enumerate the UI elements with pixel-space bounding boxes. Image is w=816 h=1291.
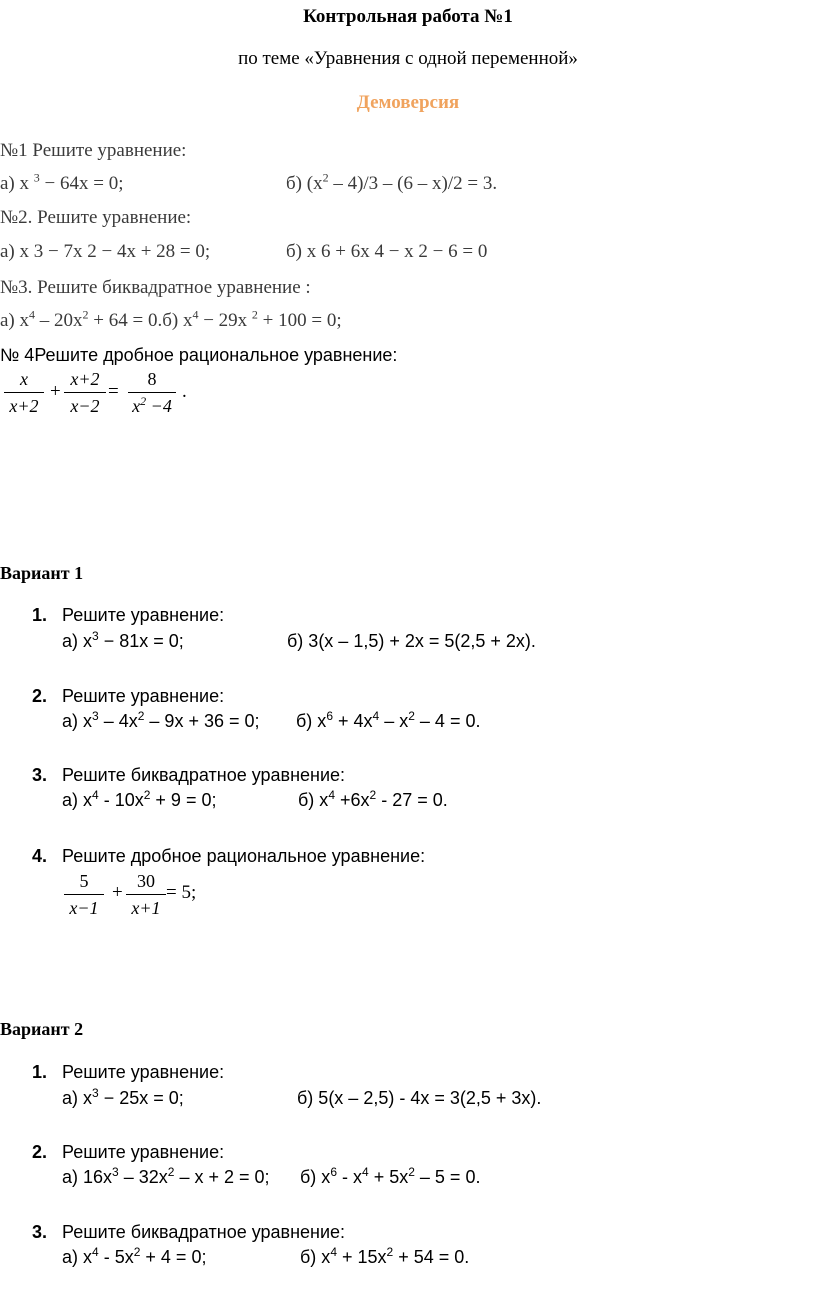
v1-frac2-num: 30 (137, 871, 155, 891)
page-title: Контрольная работа №1 (303, 6, 513, 27)
v2-item-3-title: Решите биквадратное уравнение: (62, 1222, 346, 1242)
v2-item-2-title: Решите уравнение: (62, 1142, 225, 1162)
page-subtitle: по теме «Уравнения с одной переменной» (238, 48, 578, 69)
demo-frac2-num: x+2 (70, 369, 100, 389)
v1-frac1-den: x−1 (69, 898, 99, 918)
demo-fraction-2 (64, 368, 106, 417)
v2-item-3a: а) $x^4 - 5x^2 + 4 = 0$; (62, 1245, 207, 1267)
v1-item-3b: б) $x^4 +6x^2 - 27 = 0$. (298, 788, 448, 810)
variant-2-heading: Вариант 2 (0, 1019, 84, 1039)
v1-item-3a: а) $x^4 - 10x^2 + 9 = 0$; (62, 788, 217, 810)
v1-frac1-num: 5 (79, 871, 89, 891)
v1-item-4-title: Решите дробное рациональное уравнение: (62, 846, 426, 866)
demo-task-2a: а) x 3 − 7x 2 − 4x + 28 = 0; (0, 241, 211, 262)
v2-item-3-number: 3. (32, 1222, 48, 1242)
demo-task-3ab: а) $x^4 - 20x^2 + 64 = 0.б$) $x^4 - 29x$ $^2$ + 100 = 0; (0, 307, 342, 331)
v2-item-2a: а) $16x^3 - 32x^2 - x + 2 = 0$; (62, 1165, 270, 1187)
v2-item-2b: б) $x^6 - x^4 + 5x^2 - 5 = 0$. (300, 1165, 481, 1187)
v1-fraction-2 (126, 870, 166, 919)
v1-item-1-number: 1. (32, 605, 48, 625)
demo-frac2-den: x−2 (70, 396, 100, 416)
demo-frac1-den: x+2 (9, 396, 39, 416)
v2-item-1-title: Решите уравнение: (62, 1062, 225, 1082)
variant-1-heading: Вариант 1 (0, 563, 84, 583)
demo-task-3-title: №3. Решите биквадратное уравнение : (0, 277, 311, 298)
v1-item-2-title: Решите уравнение: (62, 686, 225, 706)
demo-task-1-title: №1 Решите уравнение: (0, 140, 187, 161)
v2-item-1b: б) 5(x – 2,5) - 4x = 3(2,5 + 3x). (297, 1088, 542, 1108)
demo-task-1b: б) $(x^2 - 4)/3 - (6 - x)/2 = 3$. (286, 170, 498, 194)
v1-item-3-number: 3. (32, 765, 48, 785)
demo-task-2b: б) x 6 + 6x 4 − x 2 − 6 = 0 (286, 241, 488, 262)
demo-heading: Демоверсия (356, 92, 460, 113)
demo-task-1a: а) x $^3$ − 64x = 0; (0, 170, 124, 194)
v2-item-1-number: 1. (32, 1062, 48, 1082)
v2-item-3b: б) $x^4 + 15x^2 + 54 = 0$. (300, 1245, 470, 1267)
demo-fraction-3 (128, 368, 176, 417)
v1-item-3-title: Решите биквадратное уравнение: (62, 765, 346, 785)
demo-frac3-num: 8 (147, 369, 157, 389)
v1-item-1b: б) 3(x – 1,5) + 2x = 5(2,5 + 2x). (287, 631, 536, 651)
demo-fraction-1 (4, 368, 44, 417)
v1-plus: + (112, 882, 123, 903)
v1-item-2-number: 2. (32, 686, 48, 706)
v2-item-2-number: 2. (32, 1142, 48, 1162)
v1-frac-tail: = 5; (166, 882, 197, 903)
demo-task-4-title: № 4Решите дробное рациональное уравнение: (0, 345, 398, 365)
demo-eq: = (108, 381, 119, 402)
v1-item-2a: а) $x^3 - 4x^2 - 9x + 36 = 0$; (62, 709, 260, 731)
v1-item-4-number: 4. (32, 846, 48, 866)
v1-item-1a: а) $x^3 - 81x = 0$; (62, 629, 184, 651)
v1-item-2b: б) $x^6 + 4x^4 - x^2 - 4 = 0$. (296, 709, 481, 731)
v1-frac2-den: x+1 (131, 898, 161, 918)
v1-item-1-title: Решите уравнение: (62, 605, 225, 625)
demo-frac3-den: $x^2 -4$ (132, 394, 172, 416)
demo-frac1-num: x (20, 369, 28, 389)
demo-dot: . (182, 381, 187, 402)
v1-fraction-1 (64, 870, 104, 919)
demo-task-2-title: №2. Решите уравнение: (0, 207, 192, 228)
v2-item-1a: а) $x^3 - 25x = 0$; (62, 1086, 184, 1108)
demo-plus: + (50, 381, 61, 402)
